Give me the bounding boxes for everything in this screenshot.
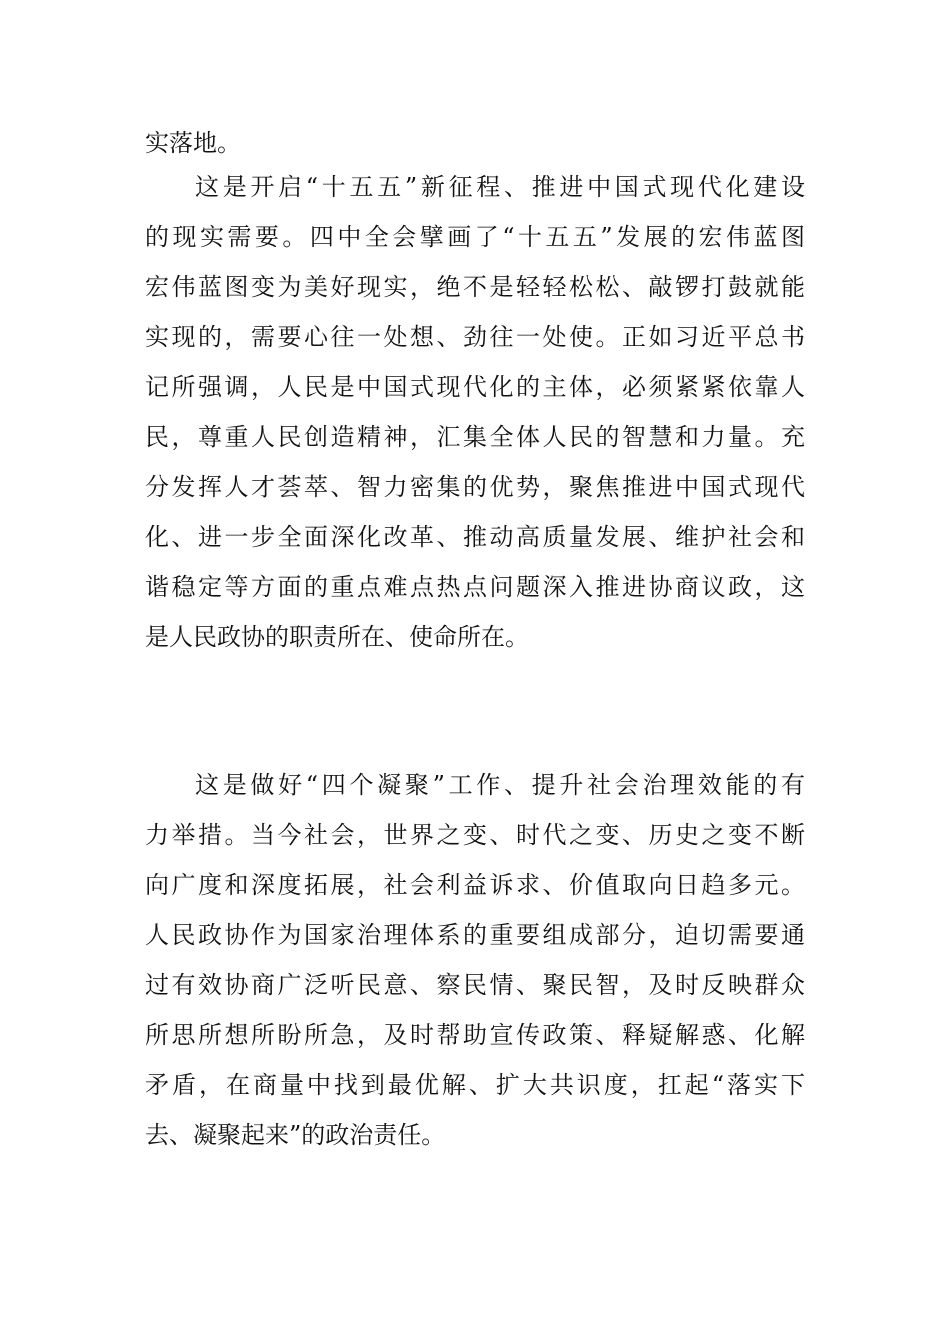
text-line: 矛盾，在商量中找到最优解、扩大共识度，扛起“落实下 [145, 1071, 805, 1099]
paragraph-continuation [145, 118, 805, 168]
text-line: 这是开启“十五五”新征程、推进中国式现代化建设 [195, 173, 805, 201]
text-line: 民，尊重人民创造精神，汇集全体人民的智慧和力量。充 [145, 423, 805, 451]
text-line: 实现的，需要心往一处想、劲往一处使。正如习近平总书 [145, 323, 805, 351]
text-line: 是人民政协的职责所在、使命所在。 [145, 623, 529, 651]
text-line: 的现实需要。四中全会擘画了“十五五”发展的宏伟蓝图 [145, 223, 805, 251]
text-line: 去、凝聚起来”的政治责任。 [145, 1121, 446, 1149]
text-line: 记所强调，人民是中国式现代化的主体，必须紧紧依靠人 [145, 373, 805, 401]
text-line: 谐稳定等方面的重点难点热点问题深入推进协商议政，这 [145, 573, 805, 601]
text-line: 宏伟蓝图变为美好现实，绝不是轻轻松松、敲锣打鼓就能 [145, 273, 805, 301]
text-line: 人民政协作为国家治理体系的重要组成部分，迫切需要通 [145, 921, 805, 949]
text-line: 向广度和深度拓展，社会利益诉求、价值取向日趋多元。 [145, 871, 805, 899]
paragraph-four-cohesions [145, 760, 805, 1160]
text-line: 过有效协商广泛听民意、察民情、聚民智，及时反映群众 [145, 971, 805, 999]
text-line: 这是做好“四个凝聚”工作、提升社会治理效能的有 [195, 771, 805, 799]
text-line: 分发挥人才荟萃、智力密集的优势，聚焦推进中国式现代 [145, 473, 805, 501]
text-line: 力举措。当今社会，世界之变、时代之变、历史之变不断 [145, 821, 805, 849]
text-line: 化、进一步全面深化改革、推动高质量发展、维护社会和 [145, 523, 805, 551]
text-line: 实落地。 [145, 129, 241, 157]
text-line: 所思所想所盼所急，及时帮助宣传政策、释疑解惑、化解 [145, 1021, 805, 1049]
paragraph-modernization-needs [145, 162, 805, 662]
